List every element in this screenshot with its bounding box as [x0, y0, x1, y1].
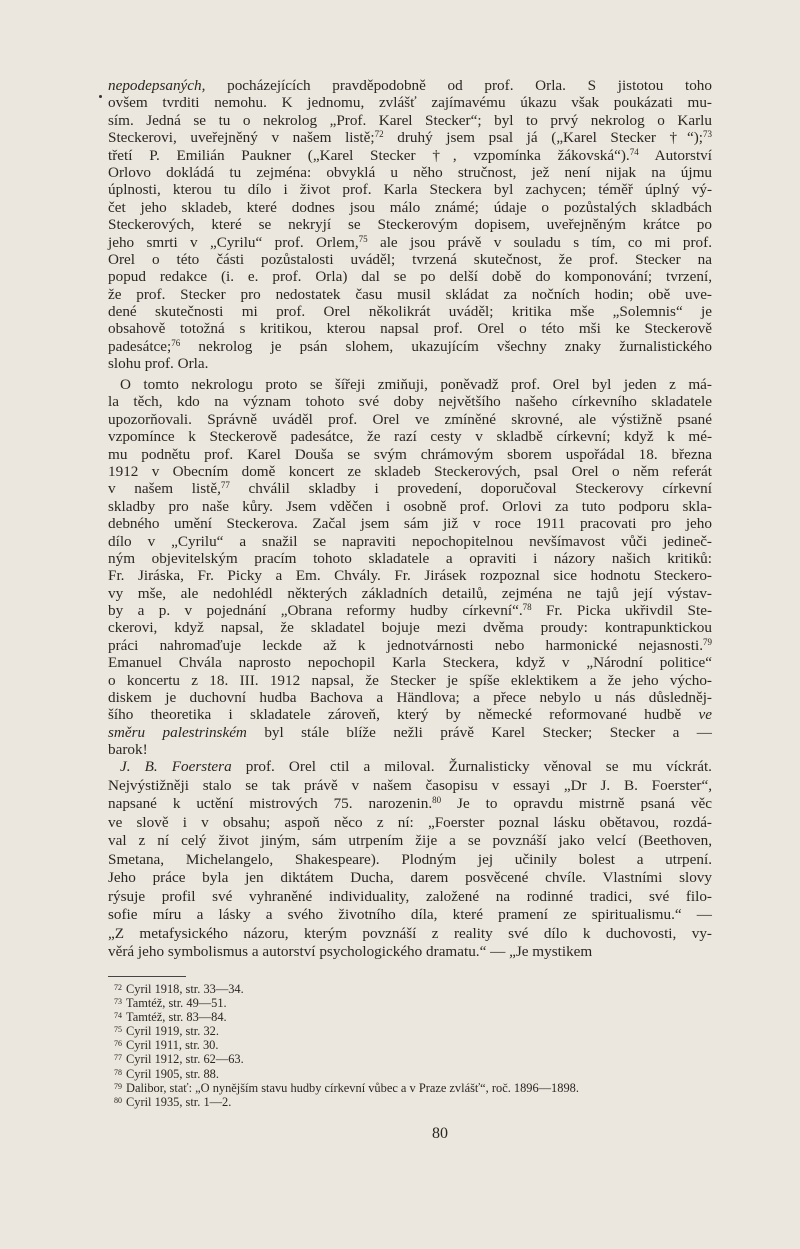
text-segment: prof. Orel ctil a miloval. Žurnalisticky věnoval se mu víckrát. [231, 758, 712, 775]
paragraph-2 [108, 376, 712, 759]
text-line [108, 411, 712, 428]
italic-text: ve [698, 706, 712, 724]
footnote-reference: 79 [703, 636, 712, 647]
text-segment: val z ní celý život jiným, sám utrpením žije a se povznáší jako velcí (Beethoven, [108, 832, 712, 849]
text-segment: Emanuel Chvála naprosto nepochopil Karla Steckera, když v „Národní politice“ [108, 654, 712, 672]
text-line [108, 355, 712, 372]
text-segment: pocházejících pravděpodobně od prof. Orla. S jistotou toho [205, 77, 712, 94]
text-line [108, 480, 712, 497]
footnote-text: Dalibor, stať: „O nynějším stavu hudby církevní vůbec a v Praze zvlášť“, roč. 1896—1898. [126, 1080, 579, 1095]
footnote-number: 72 [114, 983, 122, 992]
text-segment: napsané k uctění mistrových 75. narozenin. [108, 795, 433, 812]
text-segment: popud redakce (i. e. prof. Orla) dal se po delší době do komponování; tvrzení, [108, 268, 712, 286]
text-segment: Fr. Jiráska, Fr. Picky a Em. Chvály. Fr. Jirásek rozpoznal sice hodnotu Steckero- [108, 567, 712, 585]
footnote-text: Tamtéž, str. 83—84. [126, 1010, 227, 1025]
text-line [108, 706, 712, 723]
text-segment: Fr. Picka ukřivdil Ste- [531, 602, 713, 620]
text-line [108, 129, 712, 146]
text-segment: 1912 v Obecním domě koncert ze skladeb Steckerových, psal Orel o něm referát [108, 462, 712, 480]
text-segment: Jeho práce byla jen diktátem Ducha, darem posvěcené chvíle. Vlastními slovy [108, 869, 712, 886]
text-line [108, 286, 712, 303]
footnote-reference: 74 [629, 146, 639, 157]
text-segment: jeho smrti v „Cyrilu“ prof. Orlem, [108, 233, 359, 251]
text-segment: vy mše, ale nedohlédl některých základních detailů, zejména ne tajů její výstav- [108, 584, 712, 602]
text-line [108, 234, 712, 251]
italic-text: nepodepsaných, [108, 77, 206, 94]
footnote-reference: 75 [358, 233, 368, 244]
text-line [108, 181, 712, 198]
scan-speck [99, 95, 102, 98]
text-line [108, 925, 712, 944]
text-segment: věrá jeho symbolismus a autorství psychologického dramatu.“ — „Je mystikem [108, 943, 593, 960]
text-line [108, 906, 712, 925]
footnote-text: Tamtéž, str. 49—51. [126, 996, 227, 1011]
text-segment: ale jsou právě v souladu s tím, co mi prof. [367, 233, 712, 251]
text-segment: o koncertu z 18. III. 1912 napsal, že Stecker je spíše eklektikem a že jeho výcho- [108, 671, 712, 689]
text-line [108, 585, 712, 602]
footnote [114, 1067, 579, 1081]
text-line [108, 498, 712, 515]
text-segment: ovšem tvrditi nemohu. K jednomu, zvlášť zajímavému úkazu však poukázati mu- [108, 94, 712, 112]
text-segment: Steckerových, které se nekryjí se Steckerovým dopisem, uveřejněným krátce po [108, 216, 712, 234]
text-segment: sím. Jedná se tu o nekrolog „Prof. Karel Stecker“; byl to prvý nekrolog o Karlu [108, 111, 712, 129]
text-segment: debného umění Steckerova. Začal jsem sám již v roce 1911 pracovati pro jeho [108, 515, 712, 533]
text-line [108, 654, 712, 671]
text-line [108, 777, 712, 796]
text-segment: úplnosti, kterou tu dílo i život prof. Karla Steckera byl zachycen; téměř úplný vý- [108, 181, 712, 199]
text-line [108, 268, 712, 285]
text-segment: Nejvýstižněji stalo se tak právě v našem časopisu v essayi „Dr J. B. Foerster“, [108, 776, 712, 794]
footnotes [114, 982, 579, 1109]
text-segment: Autorství [638, 146, 712, 164]
text-line [108, 851, 712, 870]
footnote-number: 76 [114, 1039, 122, 1049]
footnote [114, 1024, 579, 1038]
text-line [108, 463, 712, 480]
text-line [108, 869, 712, 888]
footnote-text: Cyril 1911, str. 30. [126, 1038, 219, 1053]
text-segment: barok! [108, 741, 148, 759]
text-segment: druhý jsem psal já („Karel Stecker †“); [383, 129, 703, 147]
footnote-number: 73 [114, 997, 122, 1007]
footnote-number: 80 [114, 1095, 122, 1105]
text-line [108, 515, 712, 532]
text-segment: by a p. v pojednání „Obrana reformy hudby církevní“. [108, 602, 523, 620]
page-number: 80 [432, 1125, 448, 1142]
footnote-reference: 73 [703, 129, 712, 140]
text-line [108, 602, 712, 619]
text-line [108, 77, 712, 94]
footnote-reference: 78 [522, 602, 532, 613]
text-line [108, 320, 712, 337]
text-segment: obsahově totožná s kritikou, kterou napsal prof. Orel o této mši ke Steckerově [108, 320, 712, 338]
text-line [108, 446, 712, 463]
footnote-text: Cyril 1905, str. 88. [126, 1066, 219, 1081]
text-line [108, 216, 712, 233]
footnote-number: 77 [114, 1053, 122, 1063]
footnote-number: 74 [114, 1011, 122, 1021]
footnote-reference: 76 [171, 337, 181, 348]
text-segment: Orlovo dokládá tu zejména: obvyklá u něho stručnost, jež není nijak na újmu [108, 163, 712, 181]
text-segment: třetí P. Emilián Paukner („Karel Stecker †, vzpomínka žákovská“). [108, 146, 630, 164]
footnote-text: Cyril 1919, str. 32. [126, 1024, 219, 1039]
text-line [108, 147, 712, 164]
footnote [114, 1095, 579, 1109]
footnote-number: 75 [114, 1025, 122, 1035]
footnote-text: Cyril 1918, str. 33—34. [126, 982, 244, 996]
text-line [108, 251, 712, 268]
text-line [108, 303, 712, 320]
text-segment: chválil skladby i provedení, doporučoval Steckerovy církevní [229, 480, 712, 498]
text-line [108, 428, 712, 445]
paragraph-3 [108, 758, 712, 962]
text-segment: skladby pro naše kůry. Jsem vděčen i osobně prof. Orlovi za tuto podporu skla- [108, 497, 712, 515]
footnote [114, 1052, 579, 1066]
text-line [108, 943, 712, 962]
text-segment: ckerovi, když napsal, že skladatel bojuje mezi dvěma proudy: kontrapunktickou [108, 619, 712, 637]
text-line [108, 888, 712, 907]
text-segment: ve slově i v obsahu; aspoň něco z ní: „Foerster poznal lásku obětavou, rozdá- [108, 813, 712, 831]
text-segment: upozorňovali. Správně uváděl prof. Orel ve zmíněné skrovné, ale výstižně psané [108, 410, 712, 428]
text-line [108, 567, 712, 584]
footnote-reference: 77 [220, 480, 230, 491]
text-line [108, 758, 712, 777]
text-segment: rýsuje profil své vyhraněné individuality, založené na rodinné tradici, své filo- [108, 887, 712, 905]
text-segment: dílo v „Cyrilu“ a snažil se napraviti nepochopitelnou nevšímavost vůči jedineč- [108, 532, 712, 550]
text-segment: v našem listě, [108, 480, 221, 498]
text-segment: práci nahromaďuje leckde až k jednotvárnosti nebo harmonické nejasnosti. [108, 636, 703, 654]
italic-text: J. B. Foerstera [120, 758, 232, 775]
text-line [108, 164, 712, 181]
text-segment: Je to opravdu mistrně psaná věc [441, 795, 713, 812]
text-line [108, 112, 712, 129]
text-segment: la těch, kdo na význam tohoto své doby největšího našeho církevního skladatele [108, 393, 712, 411]
text-segment: dené skutečnosti mi prof. Orel několikrát uváděl; kritika mše „Solemnis“ je [108, 303, 712, 321]
footnote [114, 1010, 579, 1024]
text-line [108, 619, 712, 636]
text-segment: O tomto nekrologu proto se šířeji zmiňuji, poněvadž prof. Orel byl jeden z má- [120, 376, 712, 393]
footnote-separator [108, 976, 186, 977]
text-segment: Orel o této části pozůstalosti uváděl; tvrzená skutečnost, že prof. Stecker na [108, 250, 712, 268]
text-segment: byl stále blíže nežli právě Karel Stecker; Stecker a — [246, 723, 712, 741]
text-line [108, 672, 712, 689]
text-line [108, 832, 712, 851]
text-line [108, 724, 712, 741]
text-line [108, 795, 712, 814]
text-line [108, 376, 712, 393]
footnote [114, 996, 579, 1010]
text-segment: Steckerovi, uveřejněný v našem listě; [108, 129, 375, 147]
text-segment: mu podnětu prof. Karel Douša se svým chrámovým sborem uspořádal 18. března [108, 445, 712, 463]
text-segment: „Z metafysického názoru, kterým povznáší z reality své dílo k duchovosti, vy- [108, 924, 712, 942]
text-segment: vzpomínce k Steckerově padesátce, že razí cesty v skladbě církevní; když k mé- [108, 428, 712, 446]
text-line [108, 533, 712, 550]
footnote [114, 1081, 579, 1095]
footnote [114, 1038, 579, 1052]
text-segment: ným objevitelským pracím tohoto skladatele a opraviti i názory našich kritiků: [108, 549, 712, 567]
text-line [108, 741, 712, 758]
text-segment: čet jeho skladeb, které dodnes jsou málo známé; údaje o pozůstalých skladbách [108, 198, 712, 216]
paragraph-1 [108, 77, 712, 373]
text-line [108, 814, 712, 833]
text-segment: nekrolog je psán slohem, ukazujícím všechny znaky žurnalistického [180, 337, 712, 355]
text-line [108, 637, 712, 654]
text-segment: slohu prof. Orla. [108, 355, 209, 373]
text-line [108, 199, 712, 216]
footnote-reference: 80 [432, 795, 442, 805]
footnote-reference: 72 [374, 129, 384, 140]
footnote [114, 982, 579, 996]
text-segment: padesátce; [108, 337, 172, 355]
text-segment: že prof. Stecker pro nedostatek času musil skládat za nočních hodin; obě uve- [108, 285, 712, 303]
footnote-text: Cyril 1935, str. 1—2. [126, 1094, 232, 1109]
text-line [108, 689, 712, 706]
footnote-number: 78 [114, 1067, 122, 1077]
footnote-text: Cyril 1912, str. 62—63. [126, 1052, 244, 1067]
text-line [108, 94, 712, 111]
text-line [108, 550, 712, 567]
text-segment: Smetana, Michelangelo, Shakespeare). Plodným jej učinily bolest a utrpení. [108, 850, 712, 868]
text-segment: sofie míru a lásky a svého životního díla, které pramení ze spiritualismu.“ — [108, 906, 712, 923]
text-segment: šího theoretika i skladatele zároveň, který by německé reformované hudbě [108, 706, 699, 724]
footnote-number: 79 [114, 1081, 122, 1091]
text-line [108, 393, 712, 410]
text-line [108, 338, 712, 355]
text-segment: diskem je duchovní hudba Bachova a Händlova; a přece nebylo u nás důsledněj- [108, 689, 712, 707]
italic-text: směru palestrinském [108, 723, 247, 741]
